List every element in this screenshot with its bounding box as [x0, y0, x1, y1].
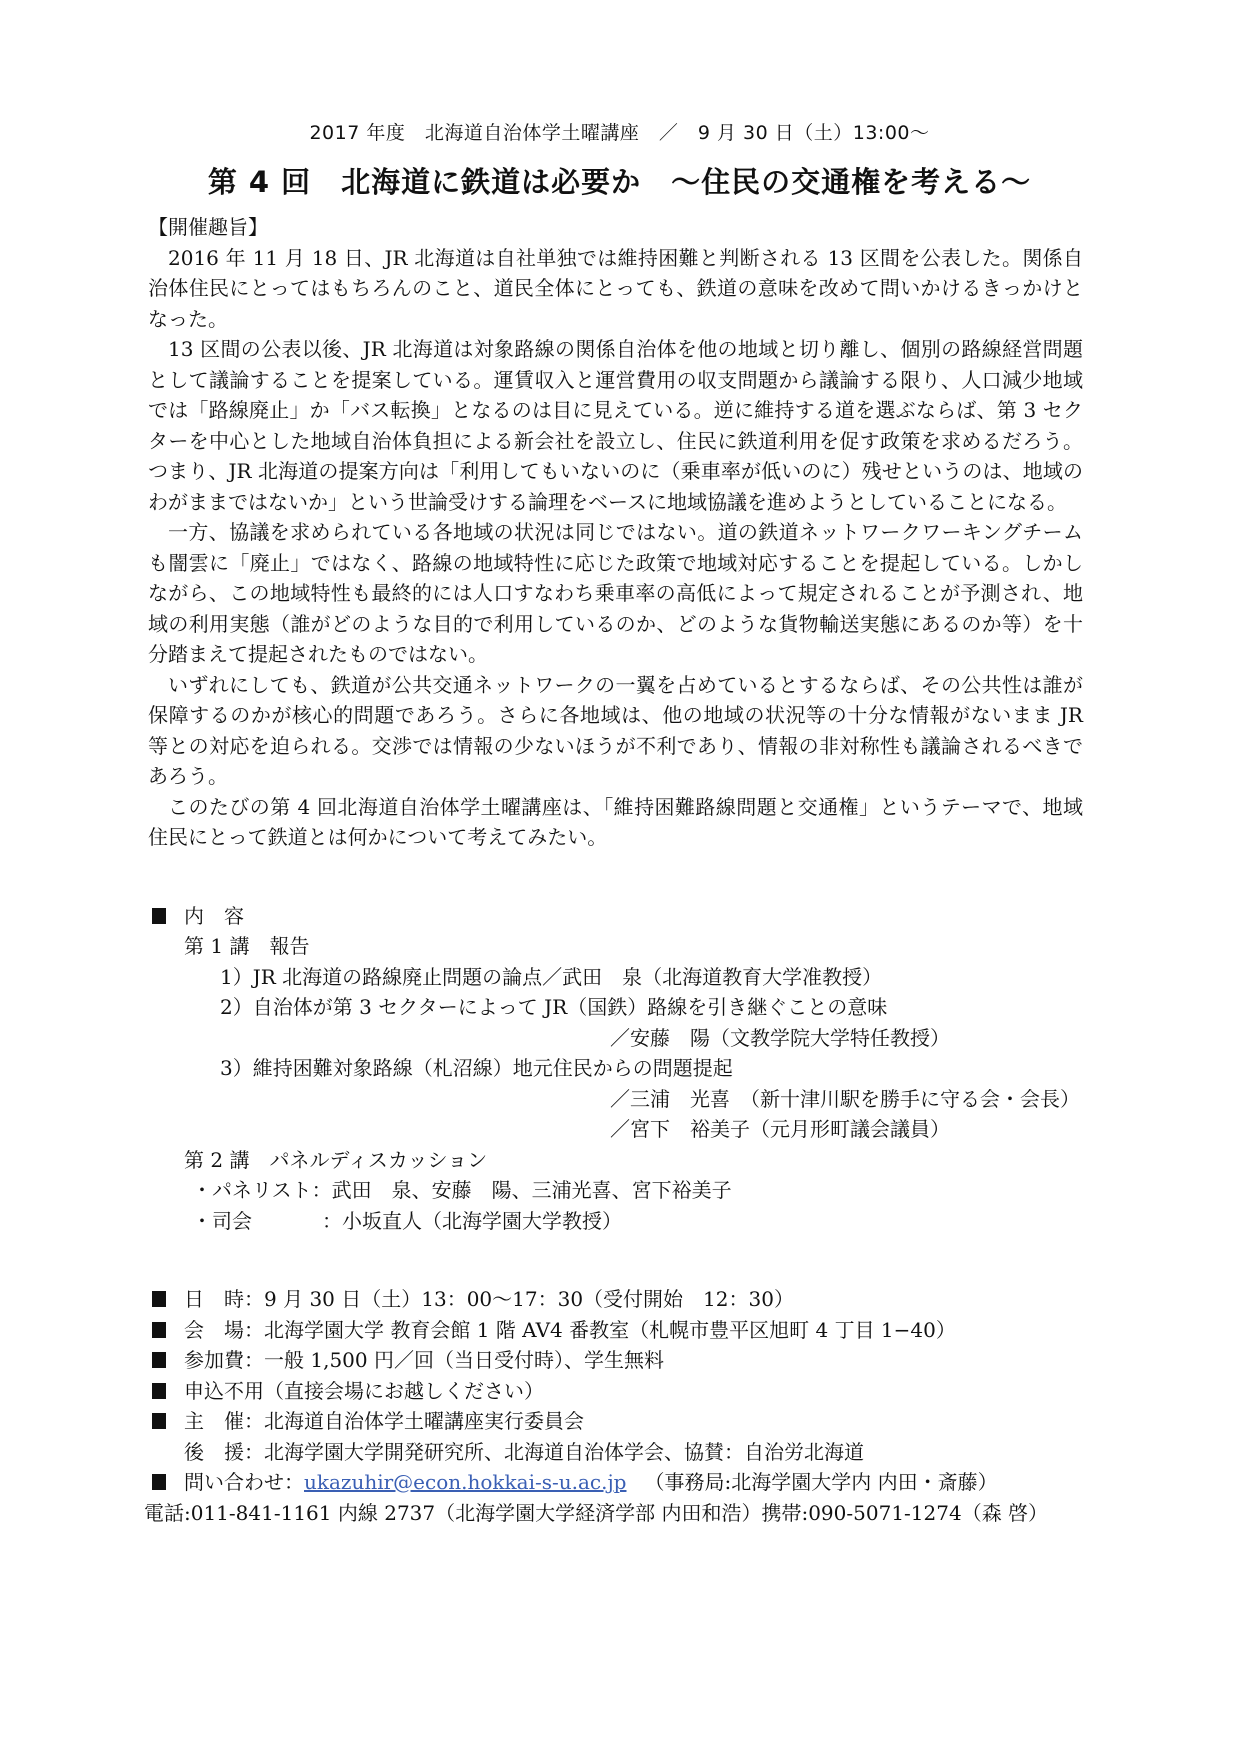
panelists: ・パネリスト：武田 泉、安藤 陽、三浦光喜、宮下裕美子: [192, 1178, 732, 1202]
report-speaker: ／宮下 裕美子（元月形町議会議員）: [610, 1117, 950, 1141]
square-bullet-icon: [152, 1291, 166, 1307]
fee-text: 参加費：一般 1,500 円／回（当日受付時）、学生無料: [184, 1348, 664, 1372]
lecture-2-title: 第 2 講 パネルディスカッション: [184, 1147, 488, 1172]
datetime-text: 日 時：9 月 30 日（土）13：00～17：30（受付開始 12：30）: [184, 1287, 794, 1311]
purpose-heading: 【開催趣旨】: [148, 215, 268, 239]
document-body: [144, 212, 1083, 1528]
square-bullet-icon: [152, 908, 166, 924]
info-fee: [148, 1345, 1083, 1376]
registration-text: 申込不用（直接会場にお越しください）: [184, 1378, 544, 1403]
purpose-paragraph: 13 区間の公表以後、JR 北海道は対象路線の関係自治体を他の地域と切り離し、個別の路線経営問題として議論することを提案している。運賃収入と運営費用の収支問題から議論する限り、人口減少地域では「路線廃止」か「バス転換」となるのは目に見えている。逆に維持する道を選ぶならば、第 3 セクターを中心とした地域自治体負担による新会社を設立し、住民に鉄道利用を促す政策を求めるだろう。つまり、JR 北海道の提案方向は「利用してもいないのに（乗車率が低いのに）残せというのは、地域のわがままではないか」という世論受けする論理をベースに地域協議を進めようとしていることになる。: [148, 337, 1083, 514]
report-item: 2）自治体が第 3 セクターによって JR（国鉄）路線を引き継ぐことの意味: [220, 995, 888, 1019]
lecture-1-title: 第 1 講 報告: [184, 934, 310, 958]
purpose-paragraph: 一方、協議を求められている各地域の状況は同じではない。道の鉄道ネットワークワーキングチームも闇雲に「廃止」ではなく、路線の地域特性に応じた政策で地域対応することを提起している。しかしながら、この地域特性も最終的には人口すなわち乗車率の高低によって規定されることが予測され、地域の利用実態（誰がどのような目的で利用しているのか、どのような貨物輸送実態にあるのか等）を十分踏まえて提起されたものではない。: [148, 520, 1083, 666]
report-item: 3）維持困難対象路線（札沼線）地元住民からの問題提起: [220, 1056, 733, 1080]
program-heading: 内 容: [184, 903, 244, 928]
moderator-label: ・司会: [192, 1208, 252, 1233]
square-bullet-icon: [152, 1383, 166, 1399]
contact-label: 問い合わせ：: [184, 1470, 304, 1494]
report-item: 1）JR 北海道の路線廃止問題の論点／武田 泉（北海道教育大学准教授）: [220, 964, 883, 989]
info-datetime: [148, 1284, 1083, 1315]
square-bullet-icon: [152, 1474, 166, 1490]
event-header: 2017 年度 北海道自治体学土曜講座 ／ 9 月 30 日（土）13:00～: [309, 122, 930, 144]
contact-office: （事務局:北海学園大学内 内田・斎藤）: [644, 1470, 998, 1494]
lecture-1: [148, 931, 1083, 1236]
purpose-paragraph: 2016 年 11 月 18 日、JR 北海道は自社単独では維持困難と判断される 13 区間を公表した。関係自治体住民にとってはもちろんのこと、道民全体にとっても、鉄道の意味を改めて問いかけるきっかけとなった。: [148, 245, 1083, 331]
venue-text: 会 場：北海学園大学 教育会館 1 階 AV4 番教室（札幌市豊平区旭町 4 丁目 1−40）: [184, 1317, 956, 1342]
info-support: 後 援：北海学園大学開発研究所、北海道自治体学会、協賛：自治労北海道: [184, 1439, 864, 1464]
moderator-row: [184, 1206, 1083, 1237]
page-title: 第 4 回 北海道に鉄道は必要か ～住民の交通権を考える～: [207, 165, 1032, 199]
program-section: [148, 901, 1083, 932]
report-speaker: ／三浦 光喜 （新十津川駅を勝手に守る会・会長）: [610, 1086, 1080, 1111]
contact-phone: 電話:011-841-1161 内線 2737（北海学園大学経済学部 内田和浩）携帯:090-5071-1274（森 啓）: [144, 1500, 1049, 1525]
report-speaker: ／安藤 陽（文教学院大学特任教授）: [610, 1025, 950, 1050]
info-contact: [148, 1467, 1083, 1498]
info-venue: [148, 1315, 1083, 1346]
purpose-paragraph: このたびの第 4 回北海道自治体学土曜講座は、「維持困難路線問題と交通権」というテーマで、地域住民にとって鉄道とは何かについて考えてみたい。: [148, 794, 1083, 849]
info-organizer: [148, 1406, 1083, 1437]
moderator-value: ：小坂直人（北海学園大学教授）: [322, 1208, 622, 1233]
organizer-text: 主 催：北海道自治体学土曜講座実行委員会: [184, 1409, 584, 1433]
square-bullet-icon: [152, 1413, 166, 1429]
info-registration: [148, 1376, 1083, 1407]
square-bullet-icon: [152, 1322, 166, 1338]
contact-email-link[interactable]: ukazuhir@econ.hokkai-s-u.ac.jp: [304, 1470, 627, 1494]
purpose-paragraph: いずれにしても、鉄道が公共交通ネットワークの一翼を占めているとするならば、その公共性は誰が保障するのかが核心的問題であろう。さらに各地域は、他の地域の状況等の十分な情報がないまま JR 等との対応を迫られる。交渉では情報の少ないほうが不利であり、情報の非対称性も議論されるべきであろう。: [148, 672, 1083, 788]
square-bullet-icon: [152, 1352, 166, 1368]
